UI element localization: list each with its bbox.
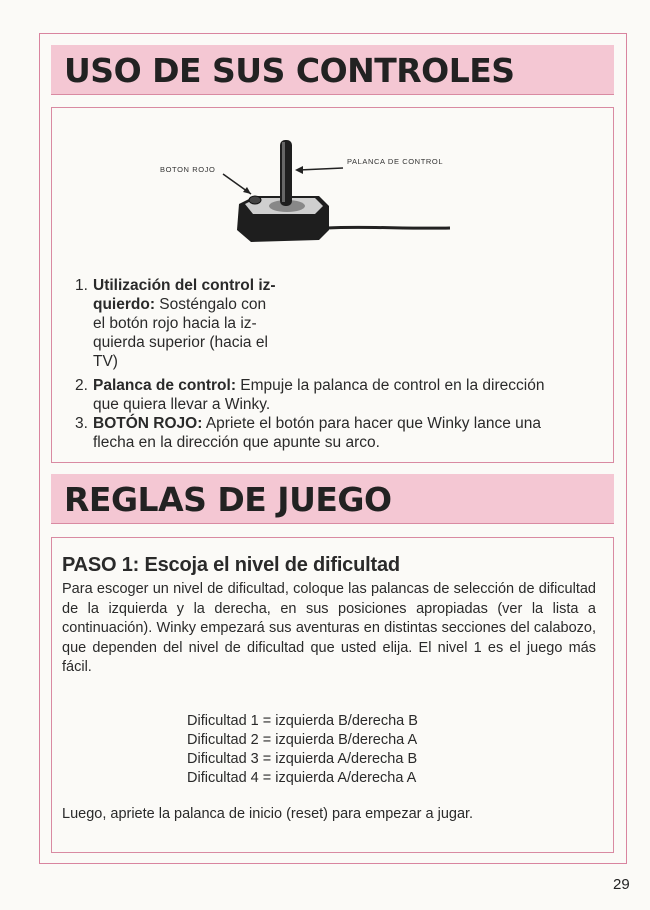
item-line: que quiera llevar a Winky.	[93, 396, 271, 413]
arrowhead-stick	[295, 166, 303, 174]
section-banner-controles	[51, 45, 614, 95]
reset-instruction: Luego, apriete la palanca de inicio (reset) para empezar a jugar.	[62, 806, 474, 822]
item-line: Utilización del control iz-	[93, 277, 276, 294]
item-line: el botón rojo hacia la iz-	[93, 315, 257, 332]
difficulty-row: Dificultad 2 = izquierda B/derecha A	[187, 732, 418, 748]
difficulty-list	[187, 712, 418, 788]
item-line: Palanca de control: Empuje la palanca de control en la dirección	[93, 377, 545, 394]
joystick-cable	[327, 227, 450, 228]
label-red-button: BOTON ROJO	[160, 165, 216, 174]
item-line: BOTÓN ROJO: Apriete el botón para hacer que Winky lance una	[93, 415, 542, 432]
paso-paragraph: Para escoger un nivel de dificultad, coloque las palancas de selección de dificultad de la izquierda y la derecha, en sus posiciones apropiadas (ver la lista a continuación). Winky empezará sus aventuras en distintas secciones del calabozo, que dependen del nivel de dificultad que usted elija. El nivel 1 es el juego más fácil.	[62, 581, 596, 675]
stick-highlight	[282, 142, 285, 202]
paso-title: PASO 1: Escoja el nivel de dificultad	[62, 554, 400, 576]
section-banner-reglas	[51, 474, 614, 524]
joystick-illustration	[215, 134, 455, 246]
item-number: 1.	[75, 277, 88, 294]
arrowhead-red-button	[243, 187, 251, 194]
section-title-reglas: REGLAS DE JUEGO	[64, 480, 392, 519]
difficulty-row: Dificultad 3 = izquierda A/derecha B	[187, 751, 418, 767]
difficulty-row: Dificultad 4 = izquierda A/derecha A	[187, 770, 417, 786]
item-line: TV)	[93, 353, 118, 370]
item-line: quierdo: Sosténgalo con	[93, 296, 267, 313]
item-number: 3.	[75, 415, 88, 432]
red-button	[249, 196, 261, 204]
item-line: quierda superior (hacia el	[93, 334, 268, 351]
section-title-controles: USO DE SUS CONTROLES	[64, 51, 515, 90]
pointer-stick	[299, 168, 343, 170]
label-control-stick: PALANCA DE CONTROL	[347, 157, 444, 166]
item-number: 2.	[75, 377, 88, 394]
item-line: flecha en la dirección que apunte su arco.	[93, 434, 380, 451]
joystick-stick	[280, 140, 292, 206]
page-number: 29	[613, 876, 630, 893]
difficulty-row: Dificultad 1 = izquierda B/derecha B	[187, 713, 418, 729]
